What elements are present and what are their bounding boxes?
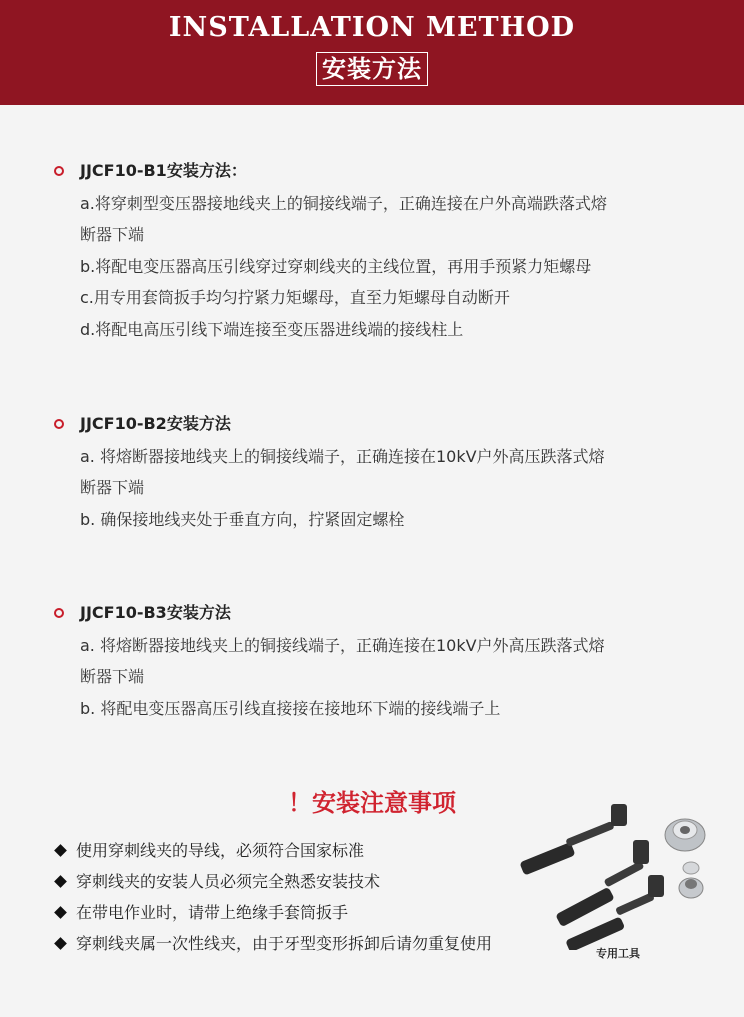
notice-item (52, 840, 364, 862)
instruction-line: c.用专用套筒扳手均匀拧紧力矩螺母，直至力矩螺母自动断开 (80, 288, 510, 307)
section-title: JJCF10-B1安装方法： (80, 161, 247, 180)
instruction-line: 断器下端 (80, 225, 145, 244)
diamond-bullet-icon (54, 875, 67, 888)
notice-item-text: 穿刺线夹的安装人员必须完全熟悉安装技术 (76, 872, 381, 891)
socket-nut-icon (679, 862, 703, 898)
instruction-line: b. 确保接地线夹处于垂直方向，拧紧固定螺栓 (80, 510, 405, 529)
header-subtitle: 安装方法 (316, 52, 428, 86)
circle-bullet-icon (54, 419, 64, 429)
notice-title: ！安装注意事项 (288, 789, 456, 817)
instruction-line: d.将配电高压引线下端连接至变压器进线端的接线柱上 (80, 320, 464, 339)
instruction-line: a. 将熔断器接地线夹上的铜接线端子，正确连接在10kV户外高压跌落式熔 (80, 447, 605, 466)
diamond-bullet-icon (54, 906, 67, 919)
circle-bullet-icon (54, 166, 64, 176)
notice-item-text: 穿刺线夹属一次性线夹，由于牙型变形拆卸后请勿重复使用 (76, 934, 493, 953)
header-banner (0, 0, 744, 105)
notice-item (52, 871, 380, 893)
instruction-line: b.将配电变压器高压引线穿过穿刺线夹的主线位置，再用手预紧力矩螺母 (80, 257, 592, 276)
header-title: INSTALLATION METHOD (168, 12, 576, 43)
tools-caption: 专用工具 (596, 947, 640, 960)
diamond-bullet-icon (54, 844, 67, 857)
diamond-bullet-icon (54, 937, 67, 950)
notice-item-text: 使用穿刺线夹的导线，必须符合国家标准 (76, 841, 365, 860)
instruction-line: 断器下端 (80, 667, 145, 686)
section-title: JJCF10-B2安装方法 (80, 414, 231, 433)
circle-bullet-icon (54, 608, 64, 618)
notice-item (52, 902, 348, 924)
instruction-line: b. 将配电变压器高压引线直接接在接地环下端的接线端子上 (80, 699, 501, 718)
notice-item (52, 933, 492, 955)
notice-item-text: 在带电作业时，请带上绝缘手套筒扳手 (76, 903, 349, 922)
section-title: JJCF10-B3安装方法 (80, 603, 231, 622)
instruction-line: a. 将熔断器接地线夹上的铜接线端子，正确连接在10kV户外高压跌落式熔 (80, 636, 605, 655)
instruction-line: a.将穿刺型变压器接地线夹上的铜接线端子，正确连接在户外高端跌落式熔 (80, 194, 607, 213)
socket-wrench-tools-image (515, 800, 715, 950)
wrench-icon (519, 804, 627, 876)
instruction-line: 断器下端 (80, 478, 145, 497)
socket-nut-icon (665, 819, 705, 851)
